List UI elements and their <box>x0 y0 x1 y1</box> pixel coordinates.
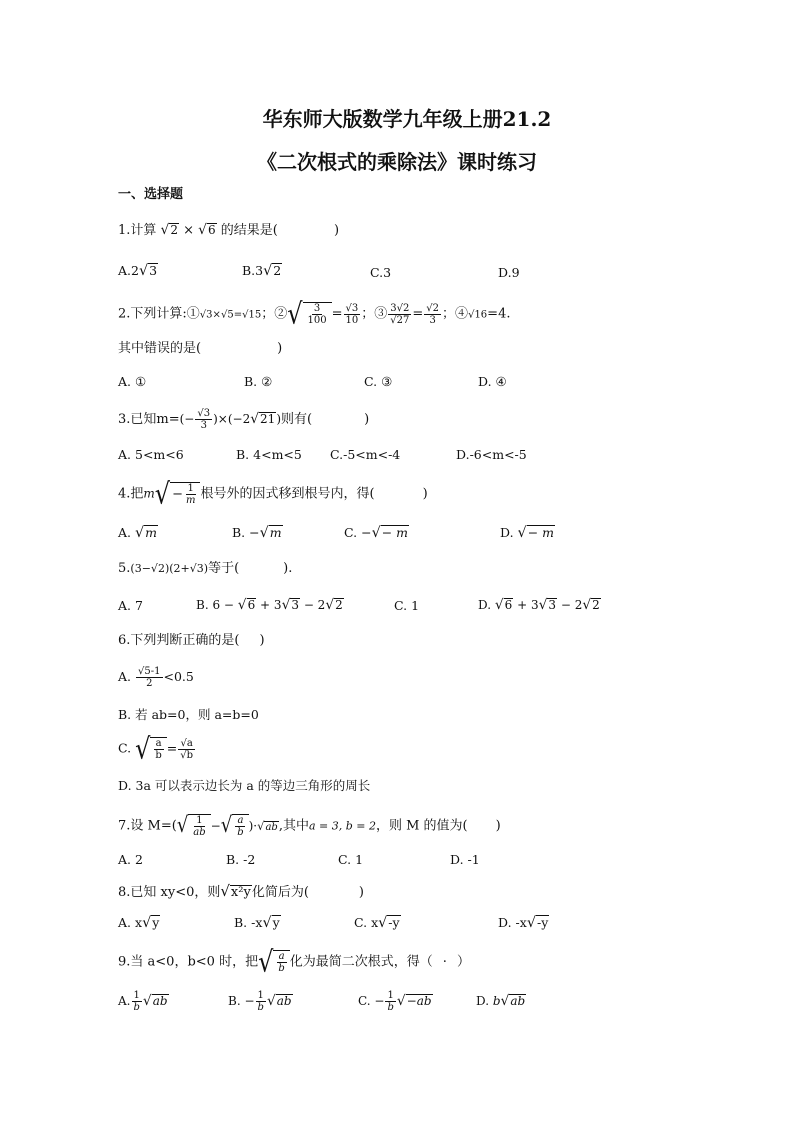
q7-option-a: A. 2 <box>118 852 143 867</box>
q6-option-c: C. √ $\frac{a}{b}$ = $\frac{√a}{√b}$ <box>118 732 194 766</box>
q5-option-c: C. 1 <box>394 598 420 613</box>
q7-expression: √ $\frac{1}{ab}$ − √ $\frac{a}{b}$ )·√ab <box>176 812 278 838</box>
q7-option-b: B. -2 <box>226 852 256 867</box>
section-heading: 一、选择题 <box>118 187 184 202</box>
q3-option-a: A. 5<m<6 <box>118 447 184 462</box>
question-4: 4.把m √ − $\frac{1}{m}$ 根号外的因式移到根号内，得( ) <box>118 477 428 511</box>
question-2: 2.下列计算:①√3×√5=√15；② √ $\frac{3}{100}$ = $\frac{√3}{10}$ ；③ $\frac{3√2}{√27}$ = $\frac{√2}{3}$ ；④√16=4. <box>118 297 511 331</box>
q2-expr-2-result: $\frac{√3}{10}$ <box>345 302 359 326</box>
page-title: 华东师大版数学九年级上册21.2 <box>262 107 552 131</box>
q6-option-b: B. 若 ab=0，则 a=b=0 <box>118 707 259 722</box>
q1-option-b: B.3√2 <box>242 263 282 279</box>
q6-option-d: D. 3a 可以表示边长为 a 的等边三角形的周长 <box>118 778 371 793</box>
q2-option-a: A. ① <box>118 374 147 389</box>
page-subtitle: 《二次根式的乘除法》课时练习 <box>257 150 537 174</box>
q1-paren: ) <box>333 223 340 238</box>
q1-option-c: C.3 <box>370 265 392 280</box>
q8-option-a: A. x√y <box>118 915 160 931</box>
q6-option-a: A. $\frac{√5-1}{2}$ <0.5 <box>118 666 194 689</box>
q3-option-b: B. 4<m<5 <box>236 447 302 462</box>
q8-option-d: D. -x√-y <box>498 915 549 931</box>
q5-option-b: B. 6 − √6 + 3√3 − 2√2 <box>196 597 343 613</box>
question-2-line2: 其中错误的是( ) <box>118 341 283 356</box>
question-3: 3.已知m=(− $\frac{√3}{3}$ )×(−2√21)则有( ) <box>118 408 370 431</box>
q2-expr-3-result: $\frac{√2}{3}$ <box>426 302 440 326</box>
q1-option-a: A.2√3 <box>118 263 158 279</box>
q2-expr-4: √16 <box>468 309 488 321</box>
q1-stem-tail: 的结果是( <box>220 223 278 238</box>
q4-option-b: B. −√m <box>232 525 282 541</box>
q2-option-d: D. ④ <box>478 374 507 389</box>
q8-option-c: C. x√-y <box>354 915 400 931</box>
q7-option-c: C. 1 <box>338 852 364 867</box>
q2-expr-1: √3×√5=√15 <box>199 309 262 321</box>
q4-variable: m <box>143 486 155 501</box>
q1-times: × <box>183 223 195 238</box>
q1-option-d: D.9 <box>498 265 520 280</box>
q1-radical-1: √2 <box>160 222 178 238</box>
q1-radical-2: √6 <box>198 222 216 238</box>
question-5: 5.(3−√2)(2+√3)等于( ). <box>118 561 293 576</box>
q5-expression: (3−√2)(2+√3) <box>130 562 209 575</box>
q5-option-a: A. 7 <box>118 598 143 613</box>
q4-option-c: C. −√− m <box>344 525 409 541</box>
q3-expression: (− $\frac{√3}{3}$ )×(−2√21) <box>179 408 281 431</box>
q4-radical: √ − $\frac{1}{m}$ <box>155 482 201 506</box>
q8-radical: √x²y <box>220 882 251 900</box>
q9-option-a: A. $\frac{1}{b}$ √ab <box>118 990 168 1013</box>
question-6: 6.下列判断正确的是( ) <box>118 633 265 648</box>
q3-option-c: C.-5<m<-4 <box>330 447 401 462</box>
q7-option-d: D. -1 <box>450 852 480 867</box>
q9-option-c: C. − $\frac{1}{b}$ √−ab <box>358 990 432 1013</box>
q3-stem: 3.已知m= <box>118 412 180 427</box>
q2-option-c: C. ③ <box>364 374 393 389</box>
q9-option-b: B. − $\frac{1}{b}$ √ab <box>228 990 292 1013</box>
q5-option-d: D. √6 + 3√3 − 2√2 <box>478 597 600 613</box>
question-8: 8.已知 xy<0，则√x²y化简后为( ) <box>118 882 364 900</box>
question-9: 9.当 a<0，b<0 时，把 √ $\frac{a}{b}$ 化为最简二次根式，得（ · ） <box>118 945 470 979</box>
q2-stem: 2.下列计算:① <box>118 306 200 322</box>
q2-option-b: B. ② <box>244 374 273 389</box>
q2-expr-2: √ $\frac{3}{100}$ <box>287 302 331 326</box>
question-1 <box>118 221 339 240</box>
q9-radical: √ $\frac{a}{b}$ <box>258 950 290 974</box>
q1-stem: 1.计算 <box>118 223 157 238</box>
q9-option-d: D. b√ab <box>476 993 526 1009</box>
q7-condition: a = 3, b = 2 <box>308 819 376 833</box>
q8-option-b: B. -x√y <box>234 915 280 931</box>
q4-option-a: A. √m <box>118 525 158 541</box>
q4-option-d: D. √− m <box>500 525 555 541</box>
q3-option-d: D.-6<m<-5 <box>456 447 527 462</box>
question-7: 7.设 M=( √ $\frac{1}{ab}$ − √ $\frac{a}{b}$ )·√ab,其中a = 3, b = 2，则 M 的值为( ) <box>118 812 501 838</box>
q2-expr-3: $\frac{3√2}{√27}$ <box>390 302 410 326</box>
